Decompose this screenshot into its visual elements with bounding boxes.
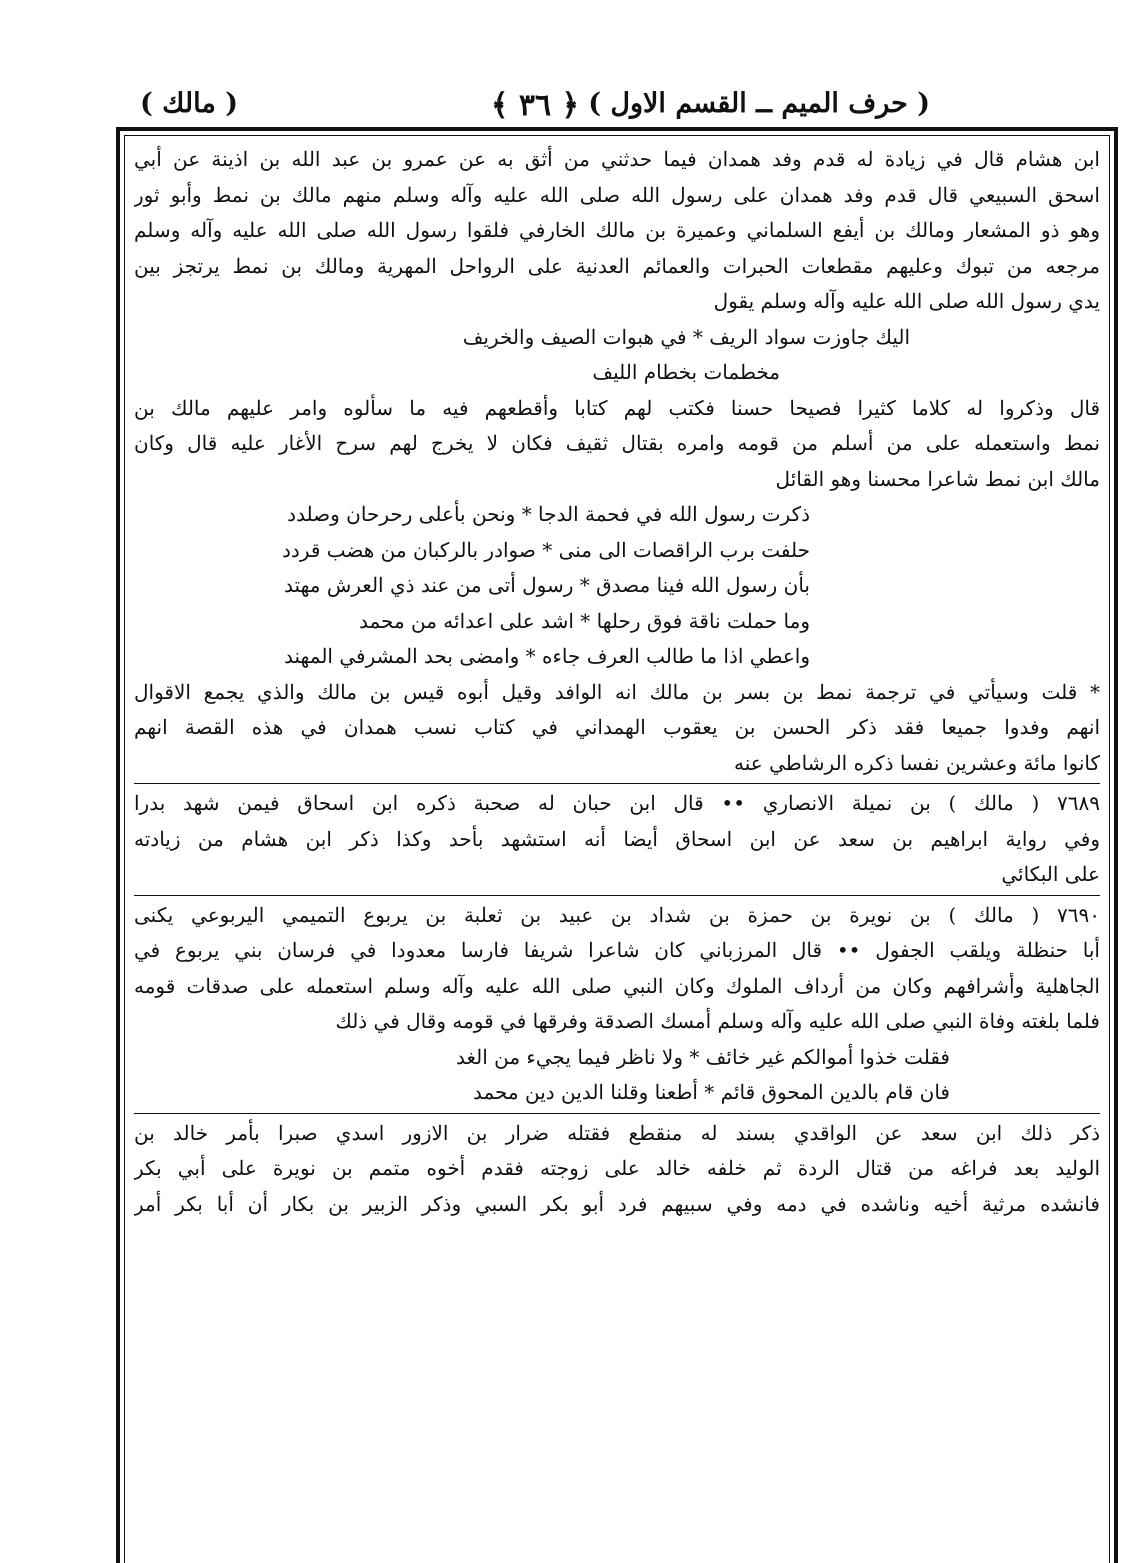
page-number: ﴿ ٣٦ ﴾	[490, 88, 580, 123]
page-header	[140, 88, 930, 128]
verse-line: فان قام بالدين المحوق قائم * أطعنا وقلنا الدين دين محمد	[472, 1080, 950, 1104]
text-line: مالك ابن نمط شاعرا محسنا وهو القائل	[775, 466, 1100, 491]
text-line: الوليد بعد فراغه من قتال الردة ثم خلفه خالد على زوجته فقدم أخوه متمم بن نويرة على أبي بكر	[134, 1156, 1100, 1180]
verse-line: واعطي اذا ما طالب العرف جاءه * وامضى بحد المشرفي المهند	[284, 644, 810, 668]
verse-line: حلفت برب الراقصات الى منى * صوادر بالركبان من هضب قردد	[282, 537, 810, 562]
text-line: نمط واستعمله على من أسلم من قومه وامره بقتال ثقيف فكان لا يخرج لهم سرح الأغار عليه قال وكان	[134, 431, 1100, 455]
verse-line: ذكرت رسول الله في فحمة الدجا * ونحن بأعلى رحرحان وصلدد	[287, 502, 810, 526]
middle-paragraph	[134, 391, 1100, 498]
text-line: الجاهلية وأشرافهم وكان من أرداف الملوك وكان النبي صلى الله عليه وآله وسلم استعمله على صدقات قومه	[134, 973, 1100, 998]
text-line: انهم وفدوا جميعا فقد ذكر الحسن بن يعقوب الهمداني في كتاب نسب همدان في هذه القصة انهم	[134, 715, 1100, 739]
note-paragraph	[134, 675, 1100, 782]
text-line: فانشده مرثية أخيه وناشده في دمه وفي سبيهم فرد أبو بكر السبي وذكر الزبير بن بكار أن أبا بكر أمر	[134, 1191, 1100, 1216]
verse-line: بأن رسول الله فينا مصدق * رسول أتى من عند ذي العرش مهتد	[284, 573, 810, 597]
section-divider	[134, 783, 1100, 784]
text-line: ابن هشام قال في زيادة له قدم وفد همدان فيما حدثني من أثق به عن عمرو بن عبد الله بن اذينة عن أبي	[134, 147, 1100, 171]
entry-7690-continued	[134, 1116, 1100, 1223]
header-section-title: ( حرف الميم ــ القسم الاول )	[588, 88, 930, 119]
section-divider	[134, 1113, 1100, 1114]
page-body	[134, 142, 1100, 1563]
text-line: يدي رسول الله صلى الله عليه وآله وسلم يقول	[713, 289, 1100, 313]
text-line: أبا حنظلة ويلقب الجفول •• قال المرزباني كان شاعرا شريفا فارسا معدودا في فرسان بني يربوع في	[134, 938, 1100, 962]
text-line: ذكر ذلك ابن سعد عن الواقدي بسند له منقطع فقتله ضرار بن الازور اسدي صبرا بأمر خالد بن	[134, 1120, 1100, 1145]
entry-7690	[134, 898, 1100, 1040]
text-line: * قلت وسيأتي في ترجمة نمط بن بسر بن مالك انه الوافد وقيل أبوه قيس بن مالك والذي يجمع الاقوال	[134, 679, 1100, 704]
verse-line: مخطمات بخطام الليف	[592, 360, 780, 384]
intro-paragraph	[134, 142, 1100, 320]
header-entry-name: ( مالك )	[140, 88, 239, 119]
text-line: وفي رواية ابراهيم بن سعد عن ابن اسحاق أيضا أنه استشهد بأحد وكذا ذكر ابن هشام من زيادته	[134, 826, 1100, 851]
section-divider	[134, 895, 1100, 896]
text-line: على البكائي	[1001, 862, 1100, 886]
text-line: وهو ذو المشعار ومالك بن أيفع السلماني وعميرة بن مالك الخارفي فلقوا رسول الله صلى الله عليه وآله وسلم	[134, 218, 1100, 242]
text-line: مرجعه من تبوك وعليهم مقطعات الحبرات والعمائم العدنية على الرواحل المهرية ومالك بن نمط يرتجز بين	[134, 253, 1100, 278]
text-line: قال وذكروا له كلاما كثيرا فصيحا حسنا فكتب لهم كتابا وأقطعهم فيه ما سألوه وامر عليهم مالك بن	[134, 395, 1100, 420]
text-line: ٧٦٩٠ ( مالك ) بن نويرة بن حمزة بن شداد بن عبيد بن ثعلبة بن يربوع التميمي اليربوعي يكنى	[134, 902, 1100, 927]
verse-line: وما حملت ناقة فوق رحلها * اشد على اعدائه من محمد	[358, 608, 810, 633]
text-line: فلما بلغته وفاة النبي صلى الله عليه وآله وسلم أمسك الصدقة وفرقها في قومه وقال في ذلك	[335, 1009, 1100, 1033]
text-line: اسحق السبيعي قال قدم وفد همدان على رسول الله صلى الله عليه وآله وسلم منهم مالك بن نمط وأبو ثور	[134, 182, 1100, 207]
verse-line: اليك جاوزت سواد الريف * في هبوات الصيف والخريف	[462, 324, 910, 349]
verse-line: فقلت خذوا أموالكم غير خائف * ولا ناظر فيما يجيء من الغد	[455, 1044, 950, 1069]
text-line: كانوا مائة وعشرين نفسا ذكره الرشاطي عنه	[734, 750, 1100, 775]
entry-7689	[134, 786, 1100, 893]
text-line: ٧٦٨٩ ( مالك ) بن نميلة الانصاري •• قال ابن حبان له صحبة ذكره ابن اسحاق فيمن شهد بدرا	[134, 791, 1100, 815]
